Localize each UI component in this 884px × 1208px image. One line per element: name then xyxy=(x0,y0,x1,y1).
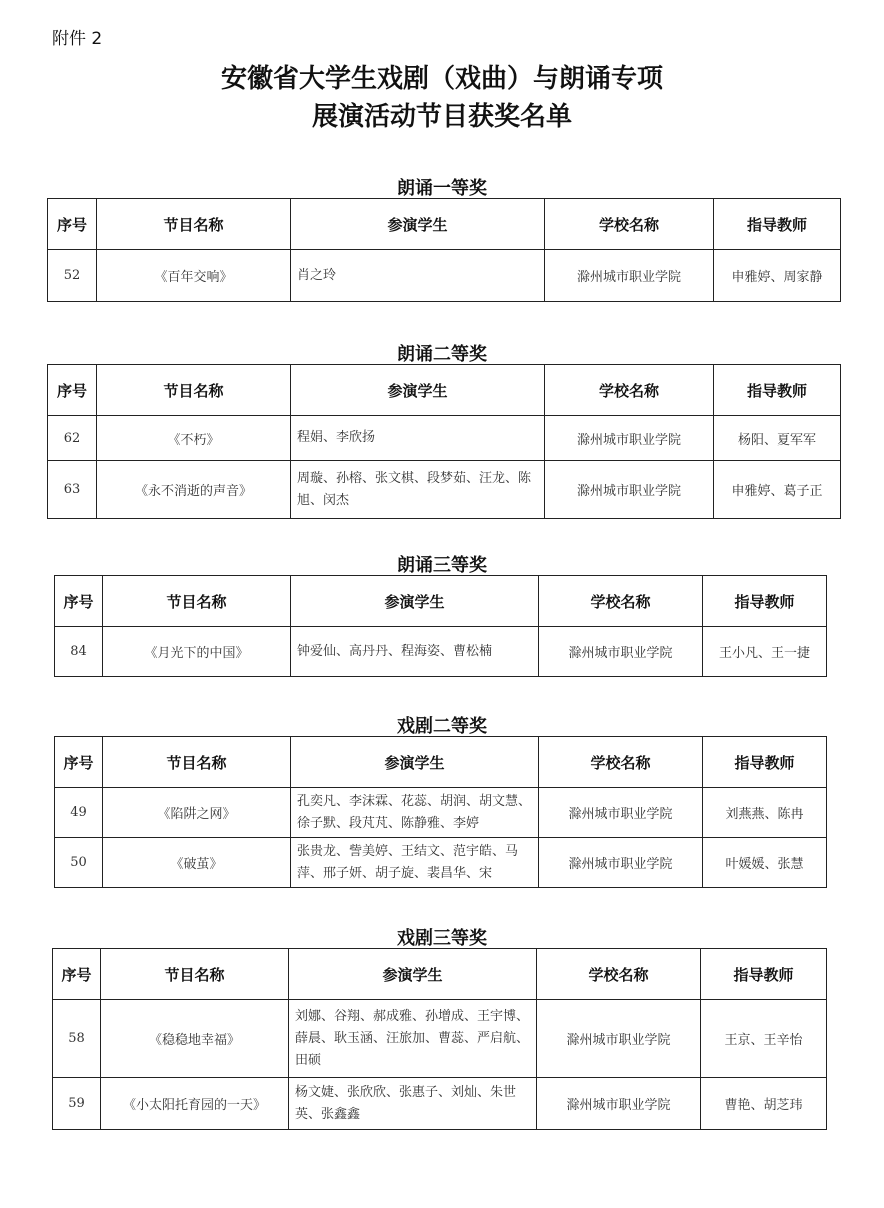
table-header-row xyxy=(55,737,827,788)
header-teachers: 指导教师 xyxy=(714,365,841,416)
cell-program: 《陷阱之网》 xyxy=(103,788,291,838)
header-students: 参演学生 xyxy=(289,949,537,1000)
cell-program: 《破茧》 xyxy=(103,838,291,888)
table-row xyxy=(53,1000,827,1078)
cell-no: 84 xyxy=(55,627,103,677)
header-school: 学校名称 xyxy=(539,576,703,627)
table-header-row xyxy=(53,949,827,1000)
header-program: 节目名称 xyxy=(97,199,291,250)
cell-students: 刘娜、谷翔、郝成雅、孙增成、王宇博、薛晨、耿玉涵、汪旅加、曹蕊、严启航、田硕 xyxy=(289,1000,537,1078)
cell-no: 52 xyxy=(48,250,97,302)
table-row xyxy=(48,250,841,302)
cell-teachers: 曹艳、胡芝玮 xyxy=(701,1078,827,1130)
section-title: 戏剧三等奖 xyxy=(397,928,487,949)
cell-no: 50 xyxy=(55,838,103,888)
cell-students: 杨文婕、张欣欣、张惠子、刘灿、朱世英、张鑫鑫 xyxy=(289,1078,537,1130)
award-table xyxy=(52,948,827,1130)
cell-program: 《月光下的中国》 xyxy=(103,627,291,677)
header-students: 参演学生 xyxy=(291,365,545,416)
table-header-row xyxy=(55,576,827,627)
header-teachers: 指导教师 xyxy=(703,737,827,788)
section-title: 朗诵一等奖 xyxy=(397,178,487,199)
attachment-label: 附件 2 xyxy=(52,29,103,49)
table-row xyxy=(55,788,827,838)
header-no: 序号 xyxy=(48,199,97,250)
section-title: 戏剧二等奖 xyxy=(397,716,487,737)
cell-school: 滁州城市职业学院 xyxy=(545,250,714,302)
cell-program: 《永不消逝的声音》 xyxy=(97,461,291,519)
header-students: 参演学生 xyxy=(291,199,545,250)
cell-no: 62 xyxy=(48,416,97,461)
header-program: 节目名称 xyxy=(103,576,291,627)
cell-teachers: 申雅婷、葛子正 xyxy=(714,461,841,519)
cell-no: 59 xyxy=(53,1078,101,1130)
cell-program: 《小太阳托育园的一天》 xyxy=(101,1078,289,1130)
page-title-line2: 展演活动节目获奖名单 xyxy=(311,102,572,132)
cell-no: 49 xyxy=(55,788,103,838)
cell-teachers: 叶媛媛、张慧 xyxy=(703,838,827,888)
header-school: 学校名称 xyxy=(539,737,703,788)
header-students: 参演学生 xyxy=(291,737,539,788)
cell-students: 肖之玲 xyxy=(291,250,545,302)
cell-students: 程娟、李欣扬 xyxy=(291,416,545,461)
cell-school: 滁州城市职业学院 xyxy=(539,627,703,677)
table-row xyxy=(53,1078,827,1130)
cell-program: 《不朽》 xyxy=(97,416,291,461)
award-table xyxy=(54,575,827,677)
header-program: 节目名称 xyxy=(101,949,289,1000)
cell-no: 58 xyxy=(53,1000,101,1078)
header-teachers: 指导教师 xyxy=(714,199,841,250)
cell-students: 周璇、孙榕、张文棋、段梦茹、汪龙、陈旭、闵杰 xyxy=(291,461,545,519)
cell-teachers: 杨阳、夏军军 xyxy=(714,416,841,461)
header-program: 节目名称 xyxy=(103,737,291,788)
cell-students: 张贵龙、訾美婷、王结文、范宇皓、马萍、邢子妍、胡子旋、裴昌华、宋 xyxy=(291,838,539,888)
header-school: 学校名称 xyxy=(537,949,701,1000)
cell-no: 63 xyxy=(48,461,97,519)
cell-program: 《稳稳地幸福》 xyxy=(101,1000,289,1078)
cell-program: 《百年交响》 xyxy=(97,250,291,302)
header-school: 学校名称 xyxy=(545,365,714,416)
table-row xyxy=(48,461,841,519)
header-teachers: 指导教师 xyxy=(703,576,827,627)
header-no: 序号 xyxy=(55,576,103,627)
page-title-line1: 安徽省大学生戏剧（戏曲）与朗诵专项 xyxy=(220,64,663,94)
header-no: 序号 xyxy=(53,949,101,1000)
cell-students: 孔奕凡、李沫霖、花蕊、胡润、胡文慧、徐子默、段芃芃、陈静雅、李婷 xyxy=(291,788,539,838)
cell-school: 滁州城市职业学院 xyxy=(545,416,714,461)
header-school: 学校名称 xyxy=(545,199,714,250)
cell-school: 滁州城市职业学院 xyxy=(537,1078,701,1130)
table-row xyxy=(55,838,827,888)
header-students: 参演学生 xyxy=(291,576,539,627)
table-row xyxy=(48,416,841,461)
cell-school: 滁州城市职业学院 xyxy=(539,788,703,838)
award-table xyxy=(54,736,827,888)
table-header-row xyxy=(48,365,841,416)
cell-teachers: 申雅婷、周家静 xyxy=(714,250,841,302)
cell-school: 滁州城市职业学院 xyxy=(537,1000,701,1078)
cell-teachers: 王京、王辛怡 xyxy=(701,1000,827,1078)
section-title: 朗诵二等奖 xyxy=(397,344,487,365)
header-no: 序号 xyxy=(48,365,97,416)
cell-teachers: 王小凡、王一捷 xyxy=(703,627,827,677)
cell-school: 滁州城市职业学院 xyxy=(545,461,714,519)
award-table xyxy=(47,364,841,519)
table-header-row xyxy=(48,199,841,250)
cell-school: 滁州城市职业学院 xyxy=(539,838,703,888)
award-table xyxy=(47,198,841,302)
header-teachers: 指导教师 xyxy=(701,949,827,1000)
section-title: 朗诵三等奖 xyxy=(397,555,487,576)
cell-students: 钟爱仙、高丹丹、程海姿、曹松楠 xyxy=(291,627,539,677)
header-no: 序号 xyxy=(55,737,103,788)
header-program: 节目名称 xyxy=(97,365,291,416)
cell-teachers: 刘燕燕、陈冉 xyxy=(703,788,827,838)
table-row xyxy=(55,627,827,677)
